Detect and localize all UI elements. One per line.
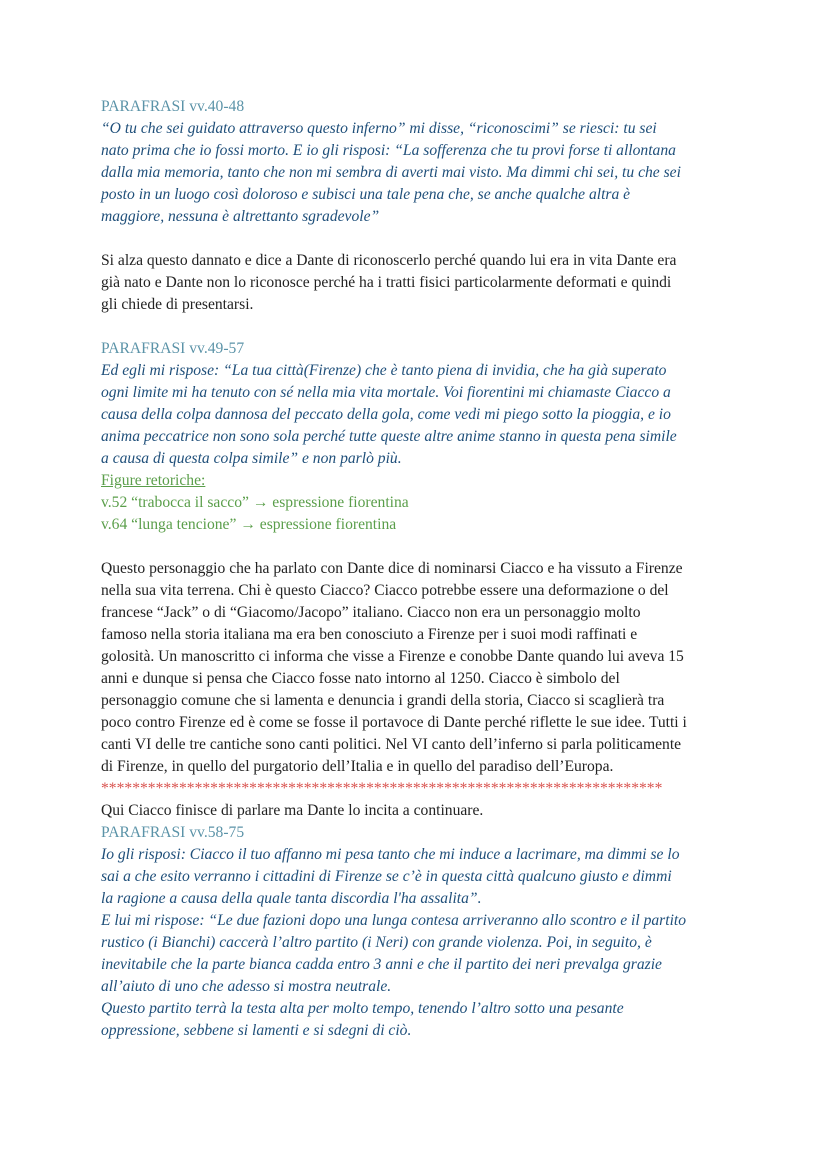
paraphrase-line: nato prima che io fossi morto. E io gli risposi: “La sofferenza che tu provi forse ti allontana xyxy=(101,142,676,159)
section2-heading: PARAFRASI vv.49-57 xyxy=(101,340,245,357)
paraphrase-line: oppressione, sebbene si lamenti e si sdegni di ciò. xyxy=(101,1022,412,1039)
paraphrase-line: rustico (i Bianchi) caccerà l’altro partito (i Neri) con grande violenza. Poi, in seguito, è xyxy=(101,934,652,951)
comment-line: poco contro Firenze ed è come se fosse il portavoce di Dante perché riflette le sue idee. Tutti i xyxy=(101,714,687,731)
document-page xyxy=(101,96,741,1042)
paraphrase-line: Ed egli mi rispose: “La tua città(Firenze) che è tanto piena di invidia, che ha già superato xyxy=(101,362,667,379)
section3-intro: Qui Ciacco finisce di parlare ma Dante lo incita a continuare. xyxy=(101,802,484,819)
comment-line: nella sua vita terrena. Chi è questo Ciacco? Ciacco potrebbe essere una deformazione o del xyxy=(101,582,669,599)
comment-line: personaggio comune che si lamenta e denuncia i grandi della storia, Ciacco si scaglierà tra xyxy=(101,692,665,709)
paraphrase-line: maggiore, nessuna è altrettanto sgradevole” xyxy=(101,208,380,225)
paraphrase-line: anima peccatrice non sono sola perché tutte queste altre anime stanno in questa pena simile xyxy=(101,428,677,445)
paraphrase-line: sai a che esito verranno i cittadini di Firenze se c’è in questa città qualcuno giusto e dimmi xyxy=(101,868,672,885)
paraphrase-line: posto in un luogo così doloroso e subisci una tale pena che, se anche qualche altra è xyxy=(101,186,631,203)
comment-line: famoso nella storia italiana ma era ben conosciuto a Firenze per i suoi modi raffinati e xyxy=(101,626,638,643)
paraphrase-line: a causa di questa colpa simile” e non parlò più. xyxy=(101,450,402,467)
paraphrase-line: Io gli risposi: Ciacco il tuo affanno mi pesa tanto che mi induce a lacrimare, ma dimmi se lo xyxy=(101,846,680,863)
paraphrase-line: dalla mia memoria, tanto che non mi sembra di averti mai visto. Ma dimmi chi sei, tu che sei xyxy=(101,164,681,181)
paraphrase-line: ogni limite mi ha tenuto con sé nella mia vita mortale. Voi fiorentini mi chiamaste Ciacco a xyxy=(101,384,671,401)
asterisk-separator: ************************************************************************ xyxy=(101,780,663,797)
comment-line: canti VI delle tre cantiche sono canti politici. Nel VI canto dell’inferno si parla politicamente xyxy=(101,736,682,753)
figure-item: v.64 “lunga tencione” → espressione fiorentina xyxy=(101,516,397,533)
section1-paraphrase xyxy=(101,118,741,228)
paraphrase-line: E lui mi rispose: “Le due fazioni dopo una lunga contesa arriveranno allo scontro e il partito xyxy=(101,912,687,929)
section3-heading: PARAFRASI vv.58-75 xyxy=(101,824,245,841)
comment-line: anni e dunque si pensa che Ciacco fosse nato intorno al 1250. Ciacco è simbolo del xyxy=(101,670,620,687)
comment-line: già nato e Dante non lo riconosce perché ha i tratti fisici particolarmente deformati e quindi xyxy=(101,274,672,291)
comment-line: golosità. Un manoscritto ci informa che visse a Firenze e conobbe Dante quando lui aveva 15 xyxy=(101,648,684,665)
comment-line: gli chiede di presentarsi. xyxy=(101,296,254,313)
section2-paraphrase xyxy=(101,360,741,470)
comment2-paragraph xyxy=(101,558,741,778)
figures-title-link[interactable]: Figure retoriche: xyxy=(101,472,206,489)
section3-paraphrase xyxy=(101,844,741,1042)
paraphrase-line: la ragione a causa della quale tanta discordia l'ha assalita”. xyxy=(101,890,482,907)
paraphrase-line: Questo partito terrà la testa alta per molto tempo, tenendo l’altro sotto una pesante xyxy=(101,1000,624,1017)
section1-heading: PARAFRASI vv.40-48 xyxy=(101,98,245,115)
comment-line: francese “Jack” o di “Giacomo/Jacopo” italiano. Ciacco non era un personaggio molto xyxy=(101,604,641,621)
comment1-paragraph xyxy=(101,250,741,316)
comment-line: Si alza questo dannato e dice a Dante di riconoscerlo perché quando lui era in vita Dante era xyxy=(101,252,677,269)
paraphrase-line: all’aiuto di uno che adesso si mostra neutrale. xyxy=(101,978,392,995)
figure-item: v.52 “trabocca il sacco” → espressione fiorentina xyxy=(101,494,409,511)
paraphrase-line: causa della colpa dannosa del peccato della gola, come vedi mi piego sotto la pioggia, e io xyxy=(101,406,671,423)
paraphrase-line: “O tu che sei guidato attraverso questo inferno” mi disse, “riconoscimi” se riesci: tu sei xyxy=(101,120,657,137)
comment-line: Questo personaggio che ha parlato con Dante dice di nominarsi Ciacco e ha vissuto a Firenze xyxy=(101,560,683,577)
comment-line: di Firenze, in quello del purgatorio dell’Italia e in quello del paradiso dell’Europa. xyxy=(101,758,614,775)
paraphrase-line: inevitabile che la parte bianca cadda entro 3 anni e che il partito dei neri prevalga grazie xyxy=(101,956,662,973)
